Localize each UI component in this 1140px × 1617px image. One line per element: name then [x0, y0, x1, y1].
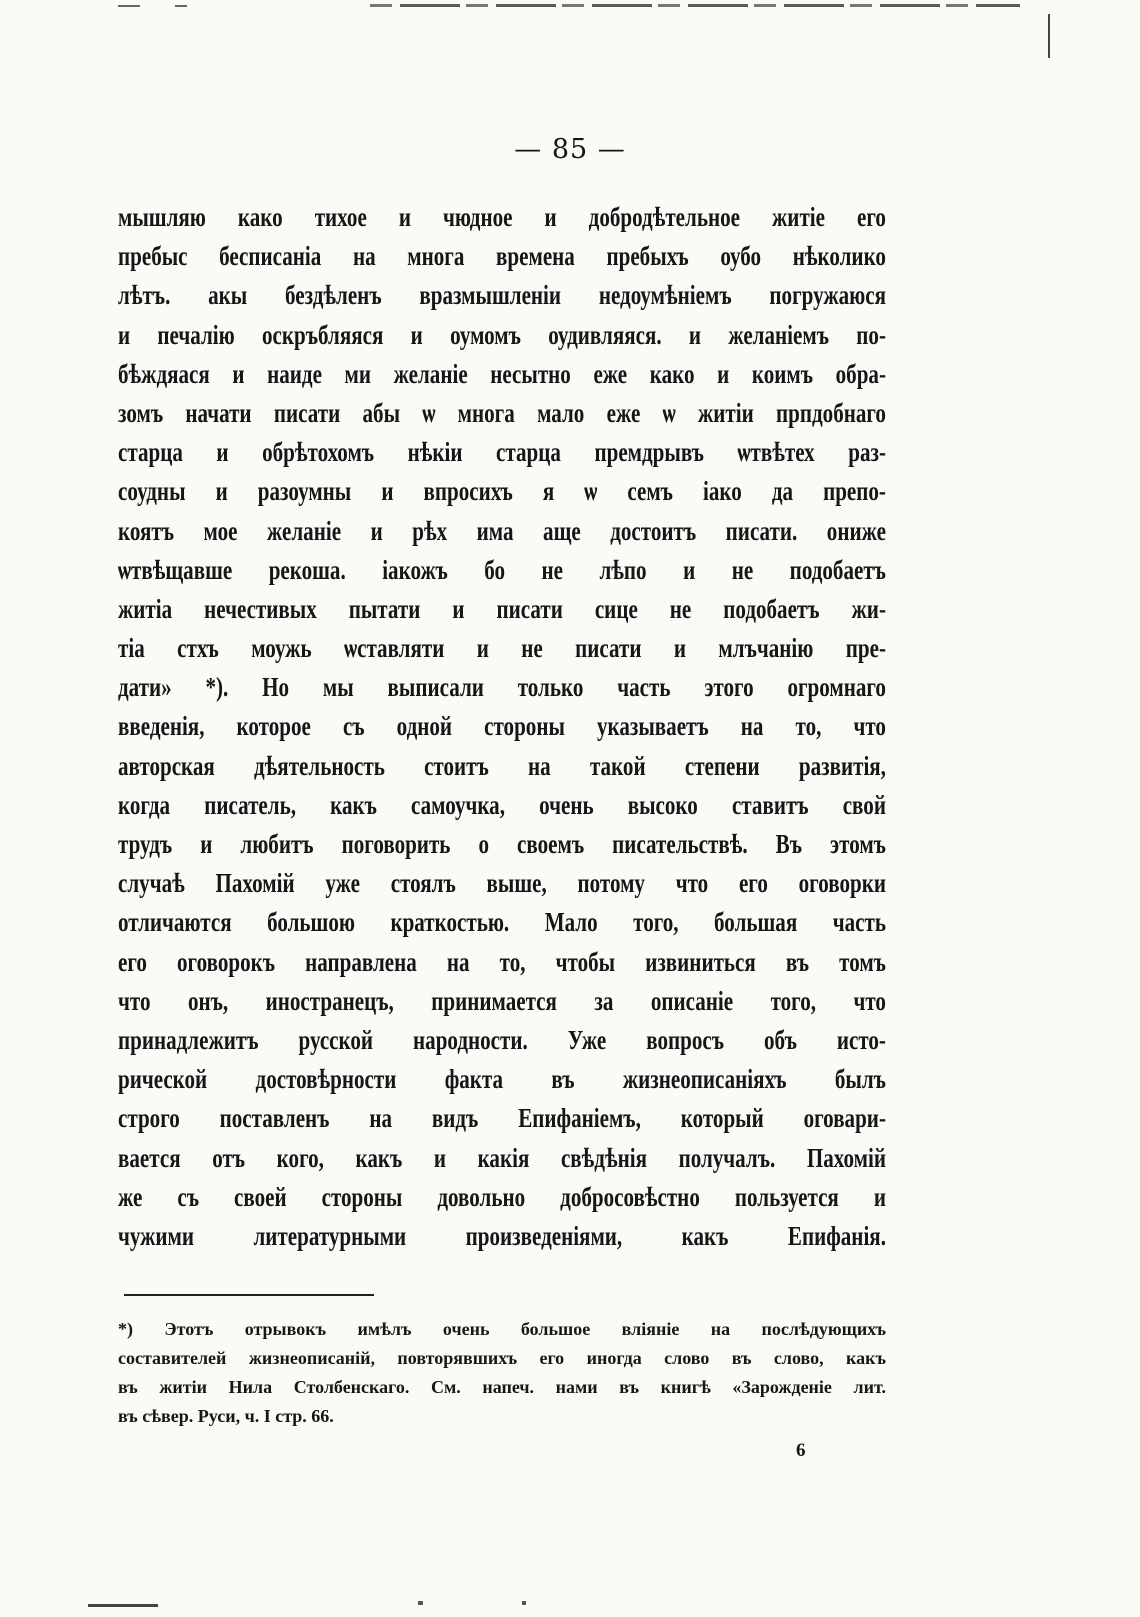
text-line: тіа стхъ моужь ѡставляти и не писати и млъчанію пре-	[118, 633, 886, 664]
footnote-line: въ сѣвер. Руси, ч. I стр. 66.	[118, 1406, 334, 1426]
text-line: трудъ и любитъ поговорить о своемъ писательствѣ. Въ этомъ	[118, 829, 886, 859]
text-line: бѣждяася и наиде ми желаніе несытно еже како и коимъ обра-	[118, 358, 886, 389]
scan-artifact-bottom-dot	[522, 1601, 526, 1605]
text-line: отличаются большою краткостью. Мало того, большая часть	[118, 907, 886, 938]
scan-artifact-top-left-dot	[175, 5, 187, 7]
text-line: лѣтъ. акы бездѣленъ вразмышленіи недоумѣніемъ погружаюся	[118, 280, 886, 311]
text-line: принадлежитъ русской народности. Уже вопросъ объ исто-	[118, 1024, 886, 1055]
footnote-line: составителей жизнеописаній, повторявшихъ его иногда слово въ слово, какъ	[118, 1348, 886, 1368]
text-line: строго поставленъ на видъ Епифаніемъ, который оговари-	[118, 1103, 886, 1134]
text-line: житіа нечестивых пытати и писати сице не подобаетъ жи-	[118, 593, 886, 624]
text-line: рической достовѣрности факта въ жизнеописаніяхъ былъ	[118, 1064, 886, 1095]
text-line: его оговорокъ направлена на то, чтобы извиниться въ томъ	[118, 946, 886, 977]
footnote-divider	[124, 1294, 374, 1296]
footnote-line: *) Этотъ отрывокъ имѣлъ очень большое вліяніе на послѣдующихъ	[118, 1319, 886, 1339]
text-line: когда писатель, какъ самоучка, очень высоко ставитъ свой	[118, 789, 886, 820]
scan-artifact-right-mark	[1048, 14, 1050, 58]
text-line: авторская дѣятельность стоитъ на такой степени развитія,	[118, 750, 886, 781]
scan-artifact-bottom-rule	[88, 1604, 158, 1607]
text-line: соудны и разоумны и впросихъ я ѡ семъ іако да препо-	[118, 476, 886, 507]
text-line: введенія, которое съ одной стороны указываетъ на то, что	[118, 711, 886, 742]
text-line: ѡтвѣщавше рекоша. іакожъ бо не лѣпо и не подобаетъ	[118, 554, 886, 585]
text-line: старца и обрѣтохомъ нѣкіи старца премдрывъ ѡтвѣтех раз-	[118, 437, 886, 468]
text-line: мышляю како тихое и чюдное и добродѣтельное житіе его	[118, 202, 886, 232]
text-line: пребыс бесписаніа на многа времена пребыхъ оубо нѣколико	[118, 241, 886, 272]
scan-artifact-bottom-dot	[418, 1601, 423, 1605]
text-line: зомъ начати писати абы ѡ многа мало еже ѡ житіи прпдобнаго	[118, 397, 886, 428]
text-line: дати» *). Но мы выписали только часть этого огромнаго	[118, 672, 886, 703]
text-line: чужими литературными произведеніями, какъ Епифанія.	[118, 1220, 886, 1251]
text-line: случаѣ Пахомій уже стоялъ выше, потому что его оговорки	[118, 868, 886, 899]
text-line: что онъ, иностранецъ, принимается за описаніе того, что	[118, 985, 886, 1016]
scan-artifact-top-left	[118, 5, 140, 7]
text-line: же съ своей стороны довольно добросовѣстно пользуется и	[118, 1181, 886, 1212]
scan-artifact-top-rule	[370, 4, 1020, 7]
text-line: и печалію оскръбляяся и оумомъ оудивляяся. и желаніемъ по-	[118, 319, 886, 350]
footnote-line: въ житіи Нила Столбенскаго. См. напеч. нами въ книгѣ «Зарожденіе лит.	[118, 1377, 886, 1397]
printer-signature-mark: 6	[796, 1440, 806, 1461]
footnote	[118, 1315, 886, 1431]
text-line: вается отъ кого, какъ и какія свѣдѣнія получалъ. Пахомій	[118, 1142, 886, 1173]
page-number: — 85 —	[514, 134, 626, 165]
main-text	[118, 198, 886, 1256]
text-line: коятъ мое желаніе и рѣх има аще достоитъ писати. ониже	[118, 515, 886, 546]
